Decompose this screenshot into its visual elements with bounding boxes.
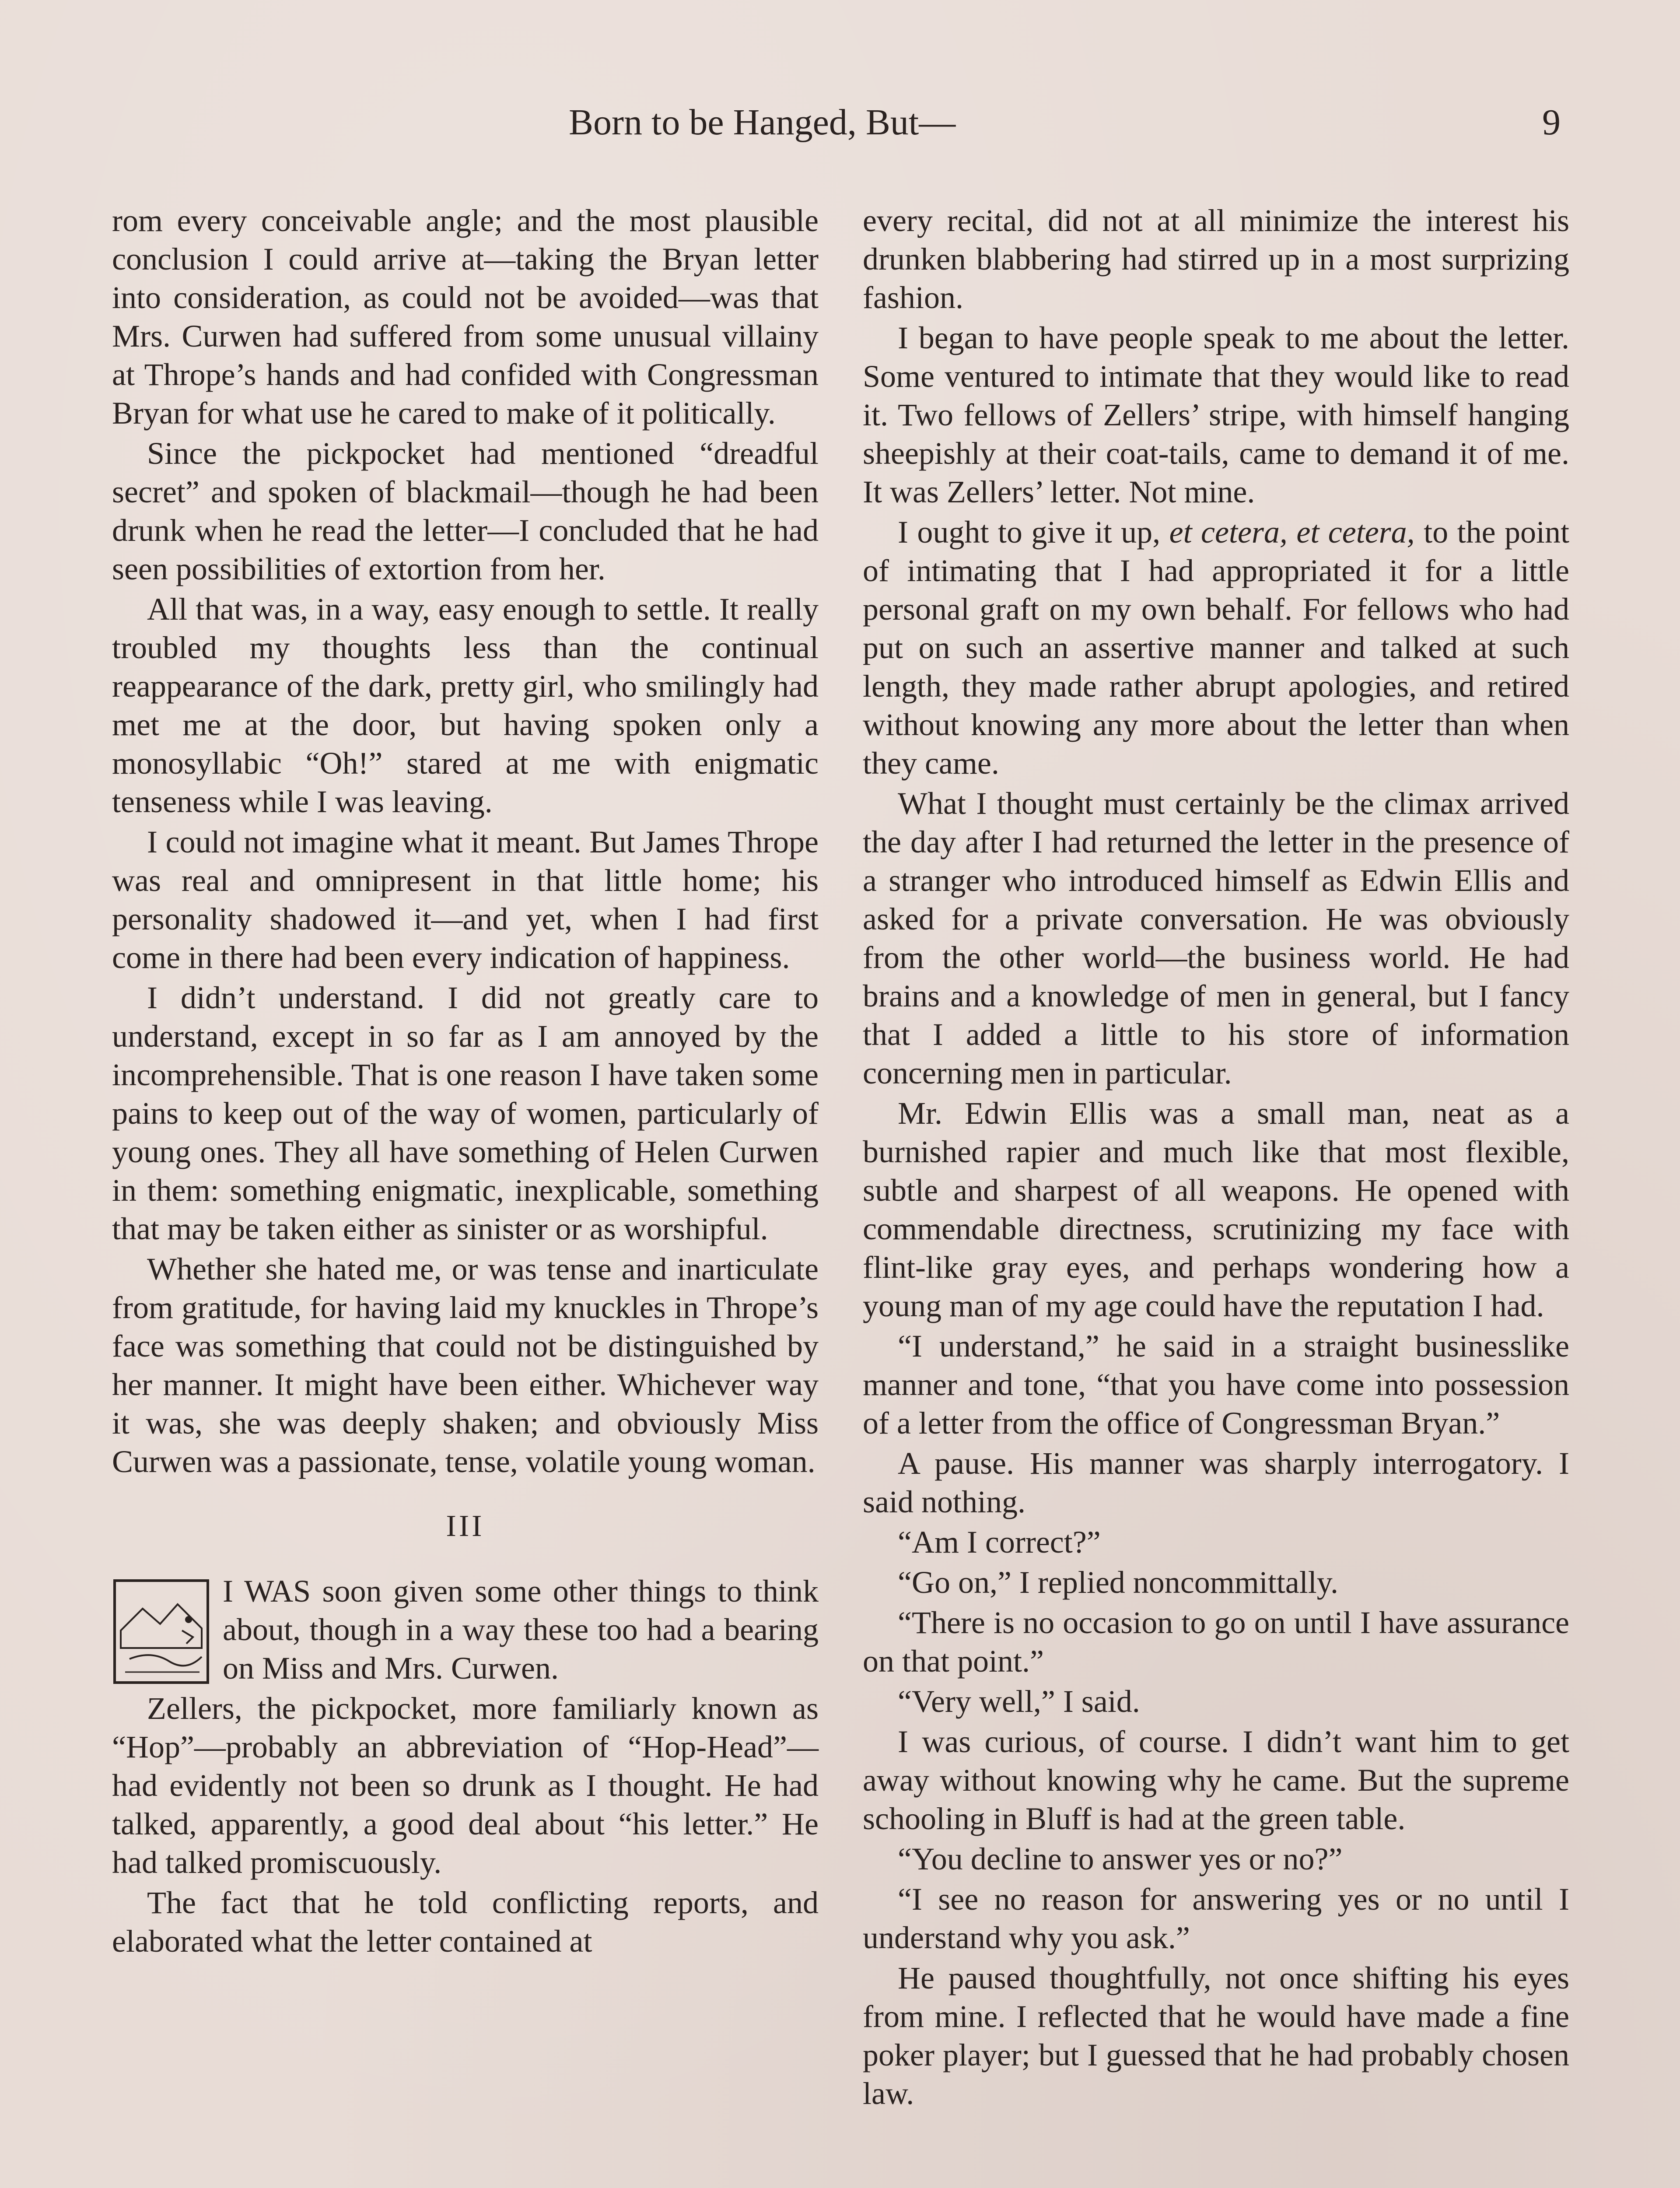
paragraph: What I thought must certainly be the climax arrived the day after I had returned the letter in the presence of a stranger who introduced himself as Edwin Ellis and asked for a private conversation. He was obviously from the other world—the business world. He had brains and a knowledge of men in general, but I fancy that I added a little to his store of information concerning men in particular. (863, 786, 1569, 1090)
paragraph: Since the pickpocket had mentioned “dreadful secret” and spoken of blackmail—though he had been drunk when he read the letter—I concluded that he had seen possibilities of extortion from her. (112, 436, 819, 586)
paragraph: “I understand,” he said in a straight businesslike manner and tone, “that you have come into possession of a letter from the office of Congressman Bryan.” (863, 1329, 1569, 1441)
running-header: Born to be Hanged, But— (569, 102, 956, 143)
text-run: I ought to give it up, (898, 515, 1169, 550)
right-column (863, 201, 1569, 2114)
paragraph-text: I WAS soon given some other things to think about, though in a way these too had a bearing on Miss and Mrs. Curwen. (223, 1574, 819, 1686)
paragraph: I could not imagine what it meant. But James Thrope was real and omnipresent in that little home; his personality shadowed it—and yet, when I had first come in there had been every indication of happiness. (112, 824, 819, 975)
paragraph: “Go on,” I replied noncommittally. (898, 1565, 1339, 1600)
section-heading: III (446, 1509, 485, 1543)
paragraph: “You decline to answer yes or no?” (898, 1841, 1343, 1876)
left-column (112, 201, 819, 1962)
paragraph: I began to have people speak to me about the letter. Some ventured to intimate that they would like to read it. Two fellows of Zellers’ stripe, with himself hanging sheepishly at their coat-tails, came to demand it of me. It was Zellers’ letter. Not mine. (863, 320, 1569, 509)
paragraph: Zellers, the pickpocket, more familiarly known as “Hop”—probably an abbreviation of “Hop-Head”—had evidently not been so drunk as I thought. He had talked, apparently, a good deal about “his letter.” He had talked promiscuously. (112, 1691, 819, 1880)
paragraph-with-dropcap (112, 1572, 819, 1687)
paragraph: every recital, did not at all minimize the interest his drunken blabbering had stirred up in a most surprizing fashion. (863, 203, 1569, 315)
italic-text: et cetera, et cetera, (1169, 515, 1415, 550)
page-number: 9 (1542, 102, 1561, 143)
paragraph: rom every conceivable angle; and the most plausible conclusion I could arrive at—taking the Bryan letter into consideration, as could not be avoided—was that Mrs. Curwen had suffered from some unusual villainy at Thrope’s hands and had confided with Congressman Bryan for what use he cared to make of it politically. (112, 203, 819, 431)
text-run: to the point of intimating that I had appropriated it for a little personal graft on my own behalf. For fellows who had put on such an assertive manner and talked at such length, they made rather abrupt apologies, and retired without knowing any more about the letter than when they came. (863, 515, 1569, 781)
paragraph: A pause. His manner was sharply interrogatory. I said nothing. (863, 1446, 1569, 1519)
paragraph: All that was, in a way, easy enough to settle. It really troubled my thoughts less than the continual reappearance of the dark, pretty girl, who smilingly had met me at the door, but having spoken only a monosyllabic “Oh!” stared at me with enigmatic tenseness while I was leaving. (112, 592, 819, 819)
paragraph: I was curious, of course. I didn’t want him to get away without knowing why he came. But the supreme schooling in Bluff is had at the green table. (863, 1724, 1569, 1836)
paragraph: I didn’t understand. I did not greatly care to understand, except in so far as I am annoyed by the incomprehensible. That is one reason I have taken some pains to keep out of the way of women, particularly of young ones. They all have something of Helen Curwen in them: something enigmatic, inexplicable, something that may be taken either as sinister or as worshipful. (112, 980, 819, 1246)
paragraph: “I see no reason for answering yes or no until I understand why you ask.” (863, 1882, 1569, 1955)
paragraph: He paused thoughtfully, not once shifting his eyes from mine. I reflected that he would have made a fine poker player; but I guessed that he had probably chosen law. (863, 1960, 1569, 2111)
paragraph: Mr. Edwin Ellis was a small man, neat as a burnished rapier and much like that most flexible, subtle and sharpest of all weapons. He opened with commendable directness, scrutinizing my face with flint-like gray eyes, and perhaps wondering how a young man of my age could have the reputation I had. (863, 1096, 1569, 1323)
paragraph: “There is no occasion to go on until I have assurance on that point.” (863, 1605, 1569, 1679)
paragraph: The fact that he told conflicting reports, and elaborated what the letter contained at (112, 1885, 819, 1959)
paragraph: “Am I correct?” (898, 1525, 1101, 1560)
paragraph: Whether she hated me, or was tense and inarticulate from gratitude, for having laid my knuckles in Thrope’s face was something that could not be distinguished by her manner. It might have been either. Whichever way it was, she was deeply shaken; and obviously Miss Curwen was a passionate, tense, volatile young woman. (112, 1252, 819, 1479)
decorative-initial-icon (112, 1578, 210, 1685)
paragraph (863, 513, 1569, 782)
paragraph: “Very well,” I said. (898, 1684, 1140, 1719)
